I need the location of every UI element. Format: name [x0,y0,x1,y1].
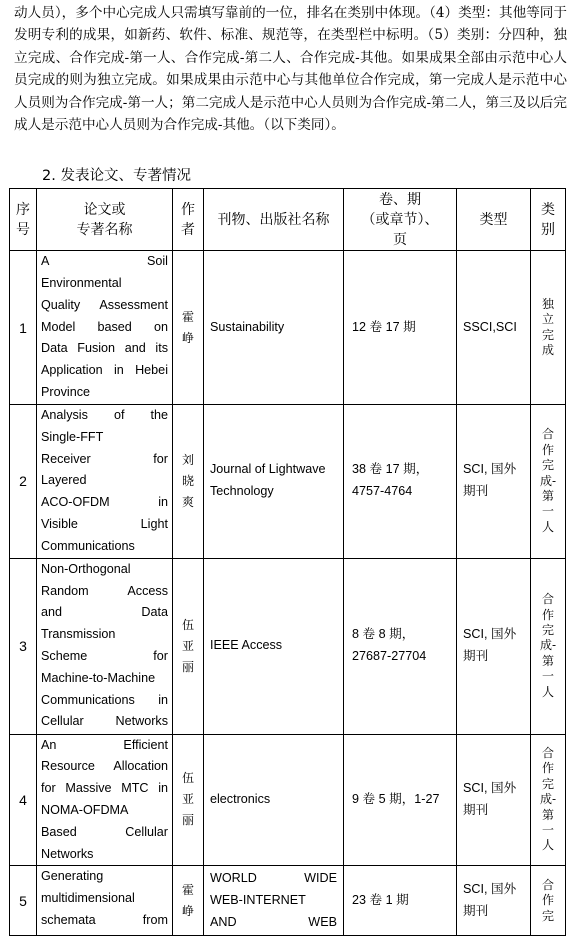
cell-line: 期刊 [463,903,489,918]
cell-type [457,405,531,559]
cell-line: WEB-INTERNET [210,892,306,907]
cell-line: Environmental [41,276,122,290]
cell-category [531,405,566,559]
cell-line: 人 [541,519,554,534]
cell-type [457,866,531,936]
cell-line: 亚 [181,638,194,653]
cell-line: 期刊 [463,649,489,664]
cell-line: 完 [541,776,554,791]
cell-line: AND WEB [210,914,337,929]
cell-line: schemata from [41,912,168,927]
cell-line: 一 [541,504,554,519]
cell-line: A Soil [41,254,168,269]
cell-line: Resource Allocation [41,759,168,774]
cell-volume [344,251,457,405]
cell-author [173,405,204,559]
table-row [10,558,566,734]
cell-author [173,734,204,866]
cell-line: Random Access [41,583,168,598]
cell-publisher [204,734,344,866]
cell-line: Based Cellular [41,824,168,839]
cell-line: Quality Assessment [41,297,168,312]
cell-line: 作 [541,761,554,776]
cell-line: Communications in [41,692,168,707]
cell-line: SSCI,SCI [463,319,517,334]
cell-line: 丽 [181,813,194,828]
table-row [10,866,566,936]
cell-line: 作 [541,893,554,908]
cell-line: Application in Hebei [41,363,168,378]
cell-line: Layered [41,473,87,488]
header-author: 作 者 [173,189,204,251]
papers-table [9,188,566,936]
cell-line: 38 卷 17 期， [352,462,429,477]
cell-category [531,866,566,936]
header-category: 类 别 [531,189,566,251]
cell-line: Journal of Lightwave [210,462,326,477]
cell-line: 4757-4764 [352,484,413,499]
cell-line: Non-Orthogonal [41,561,131,576]
cell-line: 完 [541,458,554,473]
cell-publisher [204,251,344,405]
cell-publisher [204,405,344,559]
cell-line: 第 [541,807,554,822]
cell-line: 立 [541,312,554,327]
cell-line: SCI, 国外 [463,462,517,477]
cell-line: Single-FFT [41,429,104,444]
cell-line: Province [41,384,90,399]
cell-author [173,558,204,734]
cell-line: 一 [541,823,554,838]
table-row [10,405,566,559]
header-publisher: 刊物、出版社名称 [204,189,344,251]
cell-line: SCI, 国外 [463,781,517,796]
cell-line: 伍 [181,771,194,786]
cell-line: 完 [541,908,554,923]
cell-line: 期刊 [463,802,489,817]
cell-line: IEEE Access [210,638,283,653]
cell-line: 完 [541,622,554,637]
cell-line: 合 [541,592,554,607]
cell-line: Model based on [41,319,168,334]
table-row [10,251,566,405]
table-header-row [10,189,566,251]
cell-no: 5 [10,866,37,936]
cell-line: NOMA-OFDMA [41,802,129,817]
cell-line: An Efficient [41,737,168,752]
cell-line: Analysis of the [41,408,168,422]
cell-volume [344,405,457,559]
cell-title [37,251,173,405]
cell-line: 爽 [181,494,194,509]
cell-line: 霍 [181,882,194,897]
cell-line: Generating [41,869,104,884]
cell-line: 第 [541,653,554,668]
cell-no: 1 [10,251,37,405]
cell-publisher [204,558,344,734]
cell-line: Visible Light [41,516,168,531]
cell-type [457,558,531,734]
cell-category [531,734,566,866]
cell-line: Scheme for [41,649,168,664]
cell-line: 完 [541,327,554,342]
cell-line: 晓 [181,473,194,488]
cell-volume [344,734,457,866]
cell-line: 成- [539,792,557,807]
cell-line: and Data [41,605,168,620]
section-title: 2. 发表论文、专著情况 [42,168,191,184]
cell-line: Machine-to-Machine [41,670,156,685]
cell-line: Transmission [41,627,116,642]
cell-title [37,866,173,936]
cell-line: ACO-OFDM in [41,495,168,510]
cell-line: Receiver for [41,451,168,466]
cell-line: 作 [541,442,554,457]
table-row [10,734,566,866]
cell-line: 合 [541,746,554,761]
cell-line: WORLD WIDE [210,871,337,886]
cell-line: SCI, 国外 [463,627,517,642]
cell-line: 成 [541,342,554,357]
header-title: 论文或 专著名称 [37,189,173,251]
cell-title [37,558,173,734]
cell-volume [344,558,457,734]
header-volume: 卷、期 （或章节）、 页 [344,189,457,251]
cell-type [457,734,531,866]
cell-line: 伍 [181,617,194,632]
cell-line: multidimensional [41,891,135,906]
cell-line: 霍 [181,309,194,324]
cell-no: 2 [10,405,37,559]
cell-line: 峥 [181,330,194,345]
cell-line: 合 [541,427,554,442]
table-body [10,251,566,936]
cell-line: 12 卷 17 期 [352,319,416,334]
cell-line: Data Fusion and its [41,341,168,356]
cell-line: Sustainability [210,319,285,334]
cell-line: 第 [541,488,554,503]
cell-line: 23 卷 1 期 [352,892,409,907]
cell-line: 峥 [181,903,194,918]
cell-line: 丽 [181,659,194,674]
header-type: 类型 [457,189,531,251]
cell-line: 8 卷 8 期， [352,627,415,642]
header-no: 序 号 [10,189,37,251]
cell-line: 作 [541,607,554,622]
cell-line: 9 卷 5 期，1-27 [352,792,440,807]
cell-line: 合 [541,877,554,892]
cell-line: Technology [210,484,274,499]
cell-line: 独 [541,296,554,311]
cell-volume [344,866,457,936]
cell-line: SCI, 国外 [463,882,517,897]
intro-paragraph: 动人员），多个中心完成人只需填写靠前的一位，排名在类别中体现。（4）类型：其他等同于发明专利的成果，如新药、软件、标准、规范等，在类型栏中标明。（5）类别：分四种，独立完成、合作完成-第一人、合作完成-第二人、合作完成-其他。如果成果全部由示范中心人员完成的则为独立完成。如果成果由示范中心与其他单位合作完成，第一完成人是示范中心人员则为合作完成-第一人；第二完成人是示范中心人员则为合作完成-第二人，第三及以后完成人是示范中心人员则为合作完成-其他。（以下类同）。 [14,5,567,134]
cell-line: 27687-27704 [352,649,427,664]
cell-publisher [204,866,344,936]
cell-type [457,251,531,405]
cell-no: 3 [10,558,37,734]
cell-line: 人 [541,838,554,853]
cell-category [531,558,566,734]
cell-line: 期刊 [463,484,489,499]
cell-no: 4 [10,734,37,866]
cell-category [531,251,566,405]
cell-author [173,251,204,405]
cell-line: for Massive MTC in [41,781,168,796]
cell-line: Networks [41,846,94,861]
cell-line: 一 [541,669,554,684]
cell-line: electronics [210,792,271,807]
cell-line: 人 [541,684,554,699]
cell-line: Cellular Networks [41,714,168,729]
cell-line: 成- [539,473,557,488]
cell-author [173,866,204,936]
cell-line: 刘 [181,452,194,467]
cell-title [37,734,173,866]
cell-title [37,405,173,559]
cell-line: Communications [41,538,135,553]
cell-line: 亚 [181,792,194,807]
cell-line: 成- [539,638,557,653]
